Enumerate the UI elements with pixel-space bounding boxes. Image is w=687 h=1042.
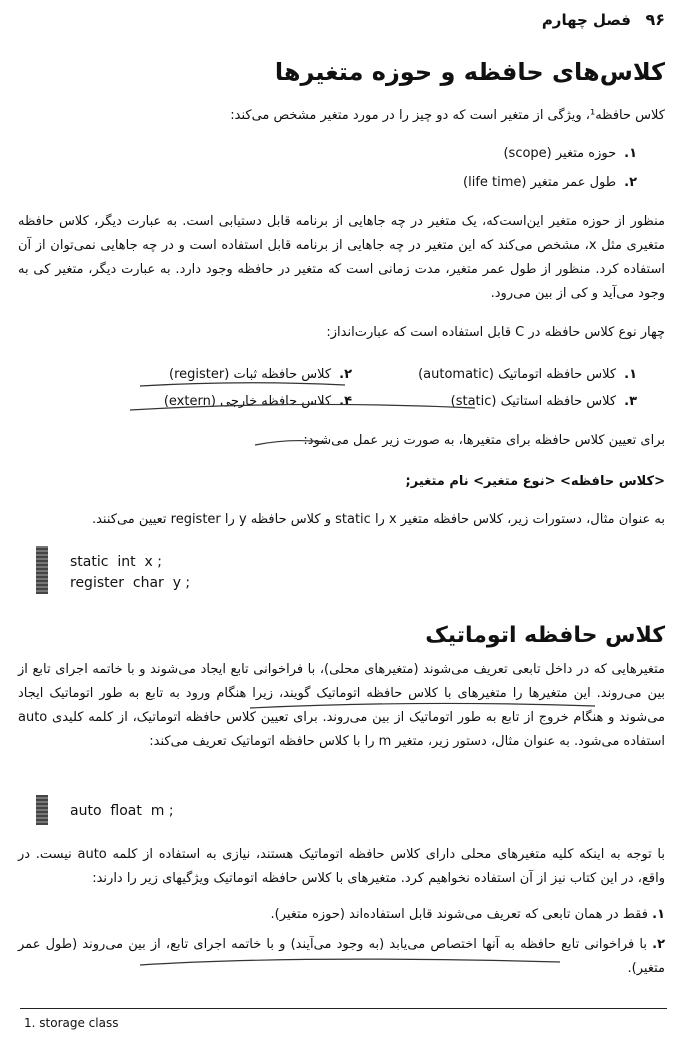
page-number: ۹۶ bbox=[645, 10, 665, 29]
feature-item bbox=[18, 903, 665, 927]
class-number: ۳. bbox=[624, 394, 637, 409]
code-line: static int x ; bbox=[70, 554, 162, 570]
subsection-heading: کلاس حافظه اتوماتیک bbox=[425, 623, 665, 648]
class-text: کلاس حافظه خارجی (extern) bbox=[163, 394, 332, 409]
feature-text: فقط در همان تابعی که تعریف می‌شوند قابل استفاده‌اند (حوزه متغیر). bbox=[270, 907, 648, 922]
code-bar bbox=[36, 546, 48, 594]
define-intro: برای تعیین کلاس حافظه برای متغیرها، به صورت زیر عمل می‌شود: bbox=[303, 433, 665, 448]
class-item bbox=[169, 367, 352, 382]
footnote-divider bbox=[20, 1008, 667, 1009]
class-item bbox=[164, 394, 352, 409]
section-heading: کلاس‌های حافظه و حوزه متغیرها bbox=[274, 58, 665, 86]
property-text: حوزه متغیر (scope) bbox=[503, 146, 617, 161]
code-block bbox=[36, 795, 336, 825]
paragraph-automatic: متغیرهایی که در داخل تابعی تعریف می‌شوند (متغیرهای محلی)، با فراخوانی تابع ایجاد می‌شوند و با خاتمه اجرای تابع از بین می‌روند. این متغیرها را متغیرهای با کلاس حافظه اتوماتیک گویند، زیرا هنگام ورود به تابع به طور اتوماتیک ایجاد می‌شوند و هنگام خروج از تابع به طور اتوماتیک از بین می‌روند. برای تعیین کلاس حافظه اتوماتیک، از کلمه کلیدی auto استفاده می‌شود. به عنوان مثال، دستور زیر، متغیر m را با کلاس حافظه اتوماتیک تعریف می‌کند: bbox=[18, 662, 665, 749]
intro-text: کلاس حافظه¹، ویژگی از متغیر است که دو چیز را در مورد متغیر مشخص می‌کند: bbox=[230, 108, 665, 123]
property-item bbox=[503, 146, 637, 161]
property-number: ۱. bbox=[624, 146, 637, 161]
class-text: کلاس حافظه ثبات (register) bbox=[169, 367, 332, 382]
feature-item bbox=[18, 933, 665, 981]
property-number: ۲. bbox=[624, 175, 637, 190]
example-intro: به عنوان مثال، دستورات زیر، کلاس حافظه متغیر x را static و کلاس حافظه y را register تعیین می‌کنند. bbox=[91, 512, 665, 527]
chapter-title: فصل چهارم bbox=[541, 11, 631, 29]
code-line: register char y ; bbox=[70, 575, 191, 591]
footnote: 1. storage class bbox=[24, 1016, 119, 1030]
property-item bbox=[463, 175, 637, 190]
class-number: ۲. bbox=[339, 367, 352, 382]
syntax-line: <کلاس حافظه> <نوع متغیر> نام متغیر; bbox=[405, 474, 665, 489]
class-text: کلاس حافظه استاتیک (static) bbox=[450, 394, 617, 409]
paragraph-classes-intro: چهار نوع کلاس حافظه در C قابل استفاده است که عبارت‌انداز: bbox=[326, 325, 665, 340]
paragraph-scope: منظور از حوزه متغیر این‌است‌که، یک متغیر در چه جاهایی از برنامه قابل دستیابی است. به عبارت دیگر، کلاس حافظه متغیری مثل x، مشخص می‌کند که این متغیر در چه جاهایی از برنامه قابل استفاده است و در چه جاهایی نمی‌توان از آن استفاده کرد. منظور از طول عمر متغیر، مدت زمانی است که متغیر در حافظه وجود دارد. به عبارت دیگر، متغیر کی به وجود می‌آید و کی از بین می‌رود. bbox=[18, 214, 665, 301]
code-block bbox=[36, 546, 336, 594]
class-item bbox=[418, 367, 637, 382]
class-item bbox=[451, 394, 637, 409]
feature-number: ۱. bbox=[652, 907, 665, 922]
class-number: ۱. bbox=[624, 367, 637, 382]
code-line: auto float m ; bbox=[70, 803, 174, 819]
class-number: ۴. bbox=[339, 394, 352, 409]
code-bar bbox=[36, 795, 48, 825]
property-text: طول عمر متغیر (life time) bbox=[463, 175, 617, 190]
feature-text: با فراخوانی تابع حافظه به آنها اختصاص می‌یابد (به وجود می‌آیند) و با خاتمه اجرای تابع، از بین می‌روند (طول عمر متغیر). bbox=[18, 937, 665, 976]
page-header bbox=[22, 8, 665, 34]
feature-number: ۲. bbox=[652, 937, 665, 952]
class-text: کلاس حافظه اتوماتیک (automatic) bbox=[418, 367, 617, 382]
paragraph-auto-keyword: با توجه به اینکه کلیه متغیرهای محلی دارای کلاس حافظه اتوماتیک هستند، نیازی به استفاده از کلمه auto نیست. در واقع، در این کتاب نیز از آن استفاده نخواهیم کرد. متغیرهای با کلاس حافظه اتوماتیک ویژگیهای زیر را دارند: bbox=[18, 847, 665, 886]
